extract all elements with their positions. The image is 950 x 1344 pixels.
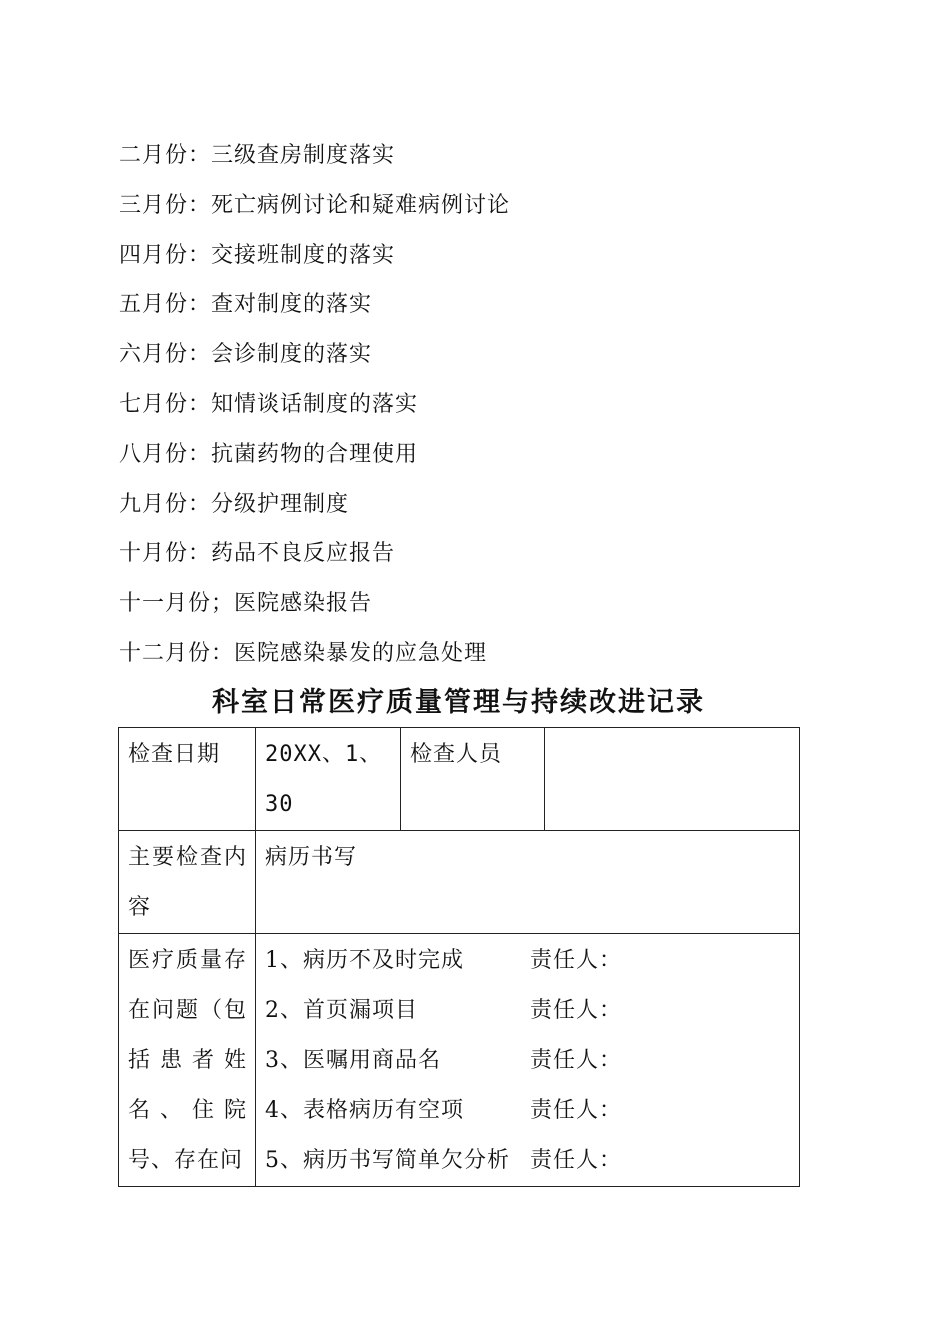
issue-text: 5、病历书写简单欠分析 [265, 1148, 510, 1173]
responsible-label: 责任人： [530, 998, 623, 1023]
monthly-topics-list [119, 133, 819, 681]
responsible-label: 责任人： [530, 948, 623, 973]
issue-item [265, 986, 791, 1036]
month-item: 五月份：查对制度的落实 [119, 292, 373, 318]
issue-item [265, 1036, 791, 1086]
date-value-cell: 20XX、1、30 [256, 728, 401, 831]
issue-text: 1、病历不及时完成 [265, 948, 464, 973]
inspector-label-cell: 检查人员 [401, 728, 545, 831]
issue-item [265, 1136, 791, 1186]
table-row [119, 831, 800, 934]
issue-item [265, 1086, 791, 1136]
responsible-label: 责任人： [530, 1098, 623, 1123]
issue-item [265, 936, 791, 986]
month-item: 九月份：分级护理制度 [119, 491, 350, 517]
month-item: 八月份：抗菌药物的合理使用 [119, 441, 419, 467]
date-label-cell: 检查日期 [119, 728, 256, 831]
month-item: 三月份：死亡病例讨论和疑难病例讨论 [119, 192, 511, 218]
record-title: 科室日常医疗质量管理与持续改进记录 [212, 687, 705, 718]
month-item: 十月份：药品不良反应报告 [119, 541, 396, 567]
inspector-value-cell [545, 728, 800, 831]
responsible-label: 责任人： [530, 1048, 623, 1073]
month-item: 四月份：交接班制度的落实 [119, 242, 396, 268]
month-item: 二月份：三级查房制度落实 [119, 143, 396, 168]
issue-text: 2、首页漏项目 [265, 998, 418, 1023]
quality-record-table [118, 727, 800, 1187]
month-item: 十一月份；医院感染报告 [119, 591, 373, 617]
issue-text: 3、医嘱用商品名 [265, 1048, 441, 1073]
table-row [119, 728, 800, 831]
responsible-label: 责任人： [530, 1148, 623, 1173]
month-item: 七月份：知情谈话制度的落实 [119, 391, 419, 417]
content-label-cell: 主要检查内容 [119, 831, 256, 934]
month-item: 六月份：会诊制度的落实 [119, 342, 373, 368]
issues-label-cell: 医疗质量存在问题（包括患者姓名、住院号、存在问 [119, 934, 256, 1187]
month-item: 十二月份：医院感染暴发的应急处理 [119, 640, 488, 666]
issues-list-cell [256, 934, 800, 1187]
issue-text: 4、表格病历有空项 [265, 1098, 464, 1123]
content-value-cell: 病历书写 [256, 831, 800, 934]
table-row [119, 934, 800, 1187]
